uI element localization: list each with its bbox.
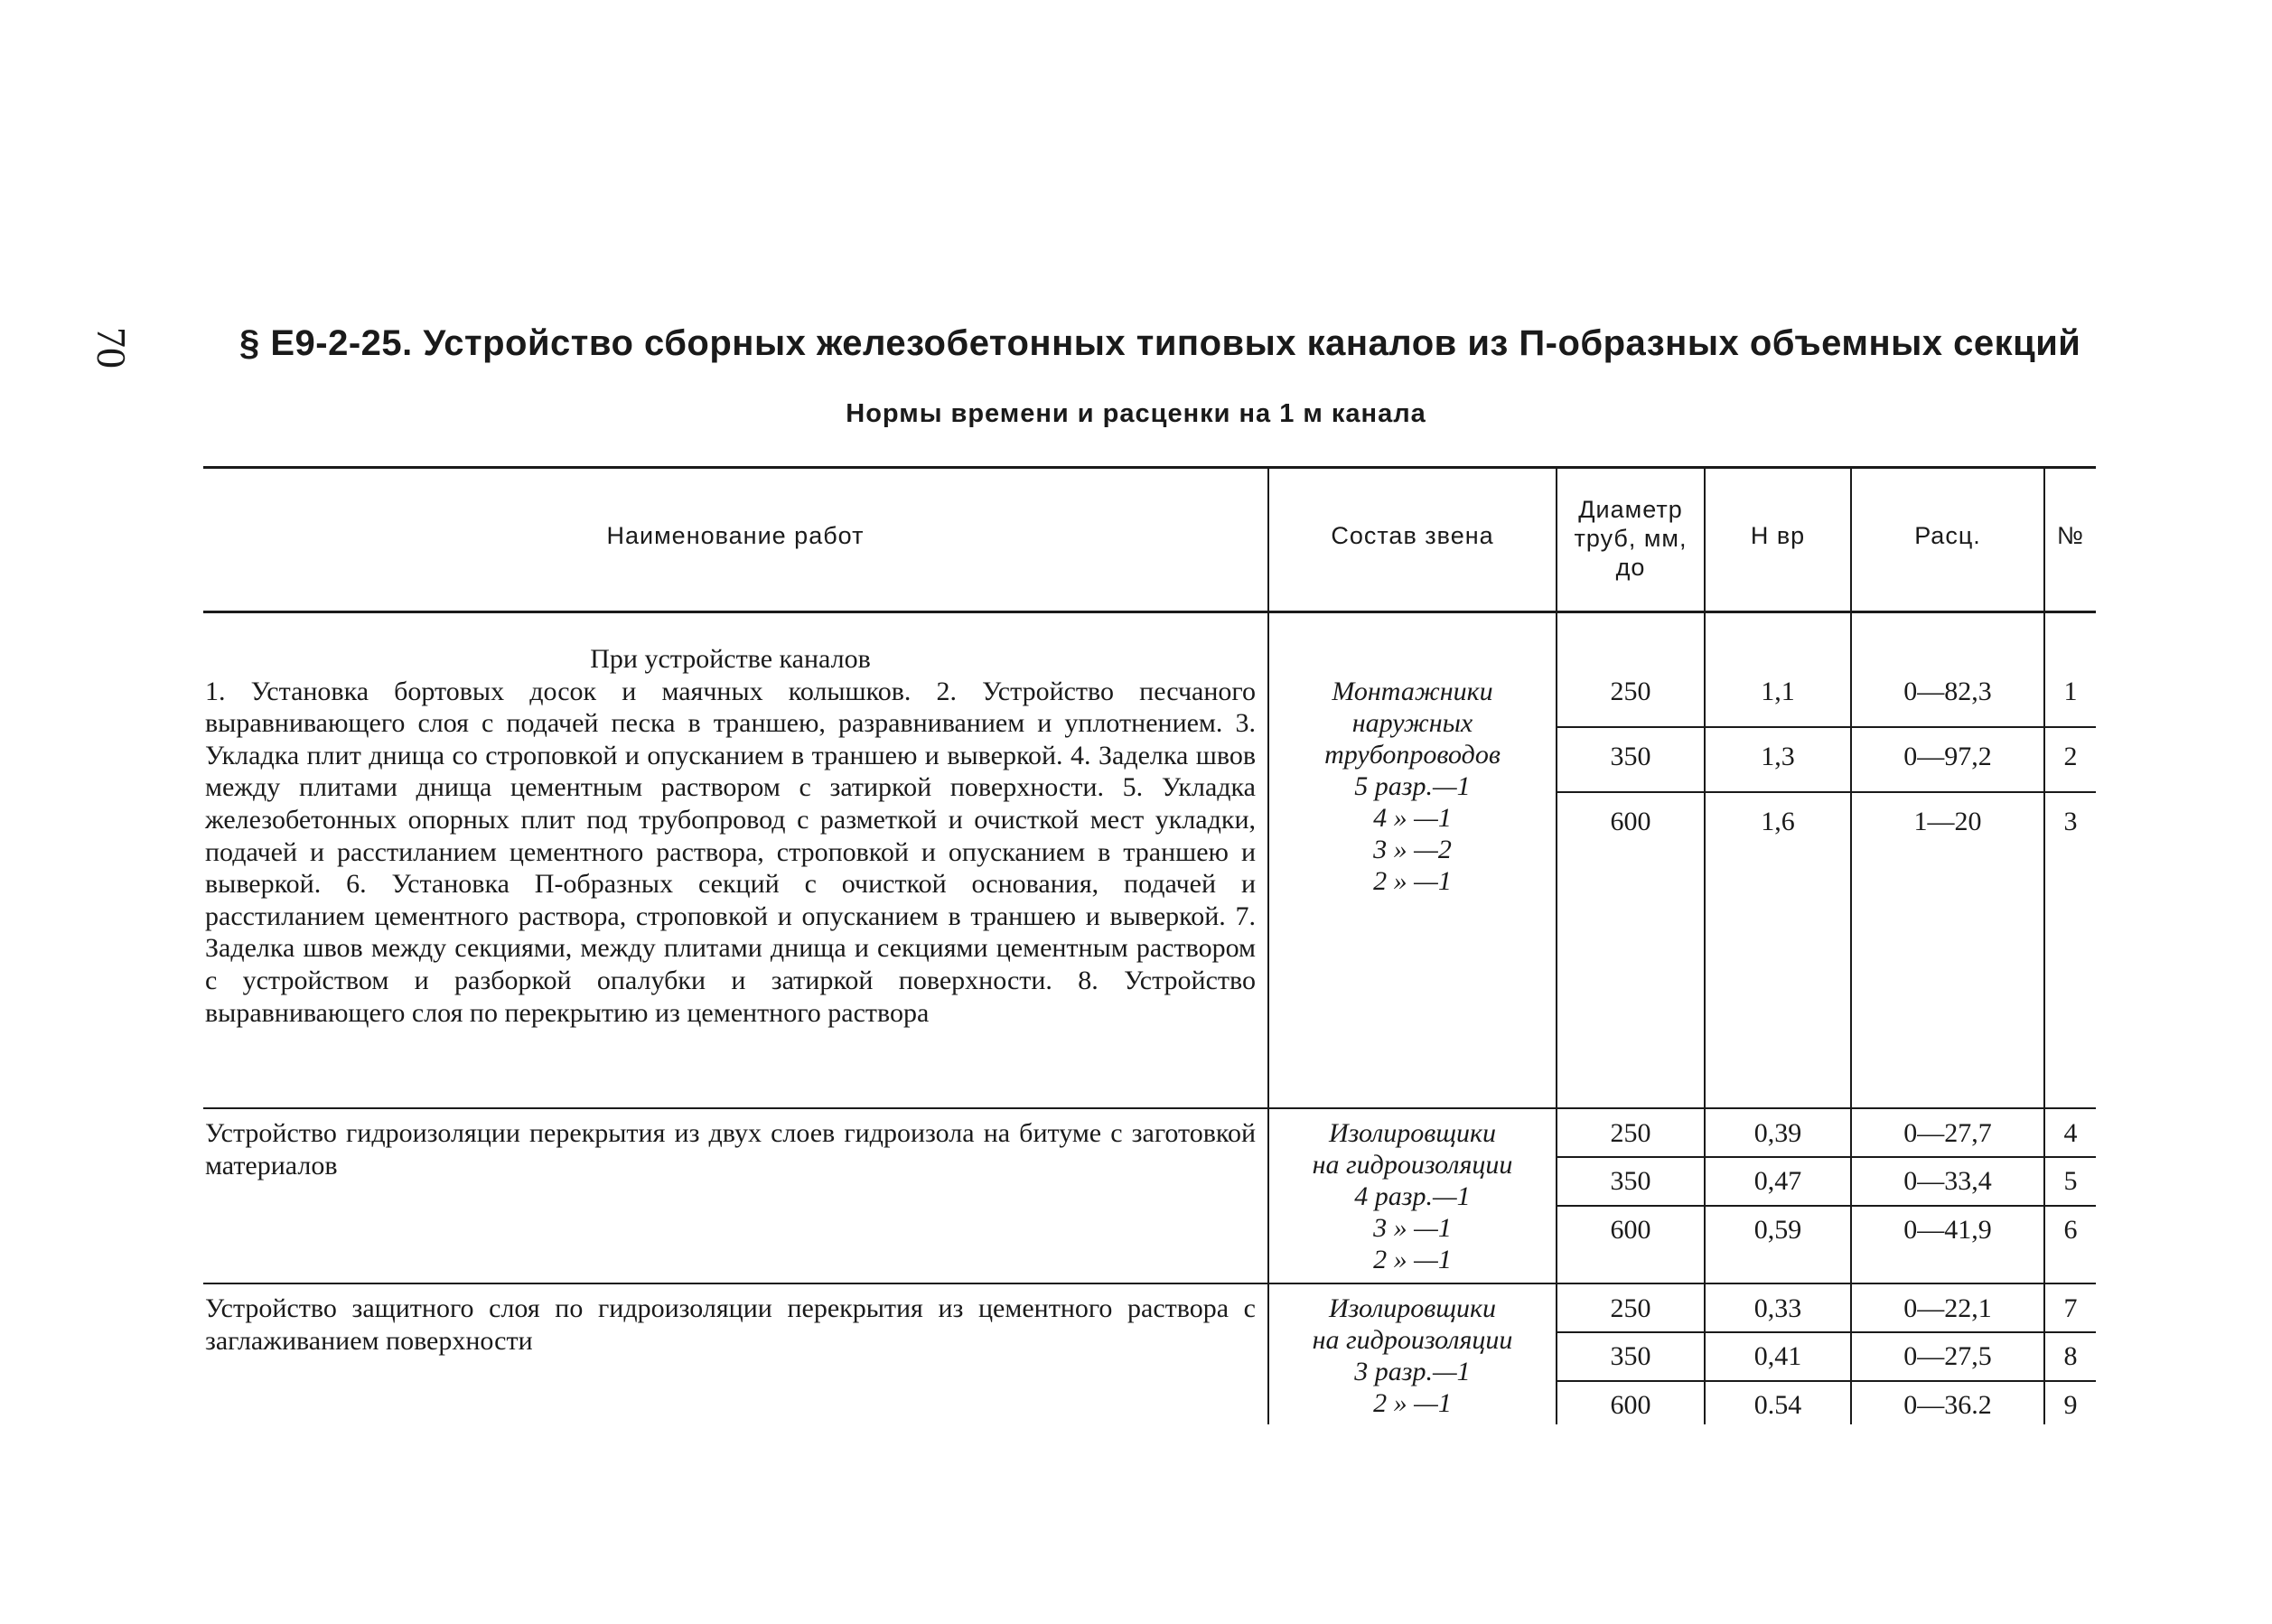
work-description xyxy=(205,1117,1256,1181)
col-rule-rate xyxy=(1850,467,1852,1424)
header-diameter-line: труб, мм, xyxy=(1574,525,1688,552)
crew-line: 4 » —1 xyxy=(1373,803,1452,833)
diameter-cell: 250 xyxy=(1610,677,1651,706)
header-diameter-line: Диаметр xyxy=(1578,496,1683,523)
crew-line: на гидроизоляции xyxy=(1312,1325,1513,1355)
header-diameter-line: до xyxy=(1615,554,1646,581)
crew-line: 5 разр.—1 xyxy=(1354,771,1471,801)
header-bottom-rule xyxy=(203,611,2096,613)
work-description xyxy=(205,643,1256,1029)
rate-cell: 0—41,9 xyxy=(1903,1215,1992,1245)
header-rate: Расц. xyxy=(1914,522,1981,549)
work-description xyxy=(205,1293,1256,1357)
norm-cell: 0.54 xyxy=(1753,1390,1802,1420)
row-rule xyxy=(1556,1156,2096,1158)
header-crew: Состав звена xyxy=(1331,522,1494,549)
rate-cell: 0—36.2 xyxy=(1903,1390,1992,1420)
norm-cell: 0,41 xyxy=(1753,1341,1802,1371)
norm-cell: 0,39 xyxy=(1753,1118,1802,1148)
page-number: 70 xyxy=(89,327,135,369)
row-number-cell: 8 xyxy=(2063,1341,2078,1371)
norm-cell: 0,33 xyxy=(1753,1293,1802,1323)
row-number-cell: 2 xyxy=(2063,742,2078,771)
norm-cell: 0,47 xyxy=(1753,1166,1802,1196)
col-rule-norm xyxy=(1704,467,1706,1424)
rate-cell: 0—27,7 xyxy=(1903,1118,1992,1148)
crew-line: 3 » —1 xyxy=(1373,1213,1452,1243)
row-number-cell: 6 xyxy=(2063,1215,2078,1245)
crew-line: Изолировщики xyxy=(1328,1293,1496,1323)
diameter-cell: 350 xyxy=(1610,1166,1651,1196)
crew-composition xyxy=(1269,1293,1556,1419)
row-number-cell: 7 xyxy=(2063,1293,2078,1323)
row-number-cell: 9 xyxy=(2063,1390,2078,1420)
crew-line: Монтажники xyxy=(1332,677,1493,706)
row-rule xyxy=(1556,791,2096,793)
row-rule xyxy=(1556,1205,2096,1207)
description-text: 1. Установка бортовых досок и маячных колышков. 2. Устройство песчаного выравнивающего слоя с подачей песка в траншею, разравниванием и уплотнением. 3. Укладка плит днища со строповкой и опусканием в траншею и выверкой. 4. Заделка швов между плитами днища цементным раствором с затиркой поверхности. 5. Укладка железобетонных опорных плит под трубопровод с разметкой и очисткой мест укладки, подачей и расстиланием цементного раствора, строповкой и опусканием в траншею и выверкой. 6. Установка П-образных секций с очисткой основания, подачей и расстиланием цементного раствора, строповкой и опусканием в траншею и выверкой. 7. Заделка швов между секциями, между плитами днища и секциями цементным раствором с устройством и разборкой опалубки и затиркой поверхности. 8. Устройство выравнивающего слоя по перекрытию из цементного раствора xyxy=(205,676,1256,1028)
crew-line: 2 » —1 xyxy=(1373,1388,1452,1418)
section-title: § Е9-2-25. Устройство сборных железобетонных типовых каналов из П-образных объемных секций xyxy=(239,323,2081,363)
row-number-cell: 3 xyxy=(2063,807,2078,836)
row-number-cell: 4 xyxy=(2063,1118,2078,1148)
header-norm: Н вр xyxy=(1750,522,1806,549)
rate-cell: 0—82,3 xyxy=(1903,677,1992,706)
row-rule xyxy=(1556,1331,2096,1333)
group-divider-2 xyxy=(203,1283,2096,1284)
norm-cell: 1,6 xyxy=(1761,807,1795,836)
crew-line: 2 » —1 xyxy=(1373,1245,1452,1274)
crew-composition xyxy=(1269,1117,1556,1275)
diameter-cell: 600 xyxy=(1610,807,1651,836)
group-heading: При устройстве каналов xyxy=(590,644,871,674)
rate-cell: 1—20 xyxy=(1913,807,1982,836)
rate-cell: 0—33,4 xyxy=(1903,1166,1992,1196)
header-diameter xyxy=(1557,495,1704,582)
diameter-cell: 600 xyxy=(1610,1215,1651,1245)
diameter-cell: 250 xyxy=(1610,1118,1651,1148)
norm-cell: 1,3 xyxy=(1761,742,1795,771)
header-num: № xyxy=(2057,522,2084,549)
crew-line: 4 разр.—1 xyxy=(1354,1181,1471,1211)
group-divider-1 xyxy=(203,1107,2096,1109)
col-rule-diameter xyxy=(1556,467,1557,1424)
diameter-cell: 600 xyxy=(1610,1390,1651,1420)
description-text: Устройство гидроизоляции перекрытия из двух слоев гидроизола на битуме с заготовкой материалов xyxy=(205,1118,1256,1181)
row-rule xyxy=(1556,1380,2096,1382)
crew-line: Изолировщики xyxy=(1328,1118,1496,1148)
crew-composition xyxy=(1269,676,1556,897)
crew-line: 3 разр.—1 xyxy=(1354,1357,1471,1386)
diameter-cell: 250 xyxy=(1610,1293,1651,1323)
norm-cell: 1,1 xyxy=(1761,677,1795,706)
header-name: Наименование работ xyxy=(606,522,865,549)
description-text: Устройство защитного слоя по гидроизоляции перекрытия из цементного раствора с заглаживанием поверхности xyxy=(205,1293,1256,1356)
rate-cell: 0—27,5 xyxy=(1903,1341,1992,1371)
norm-cell: 0,59 xyxy=(1753,1215,1802,1245)
row-rule xyxy=(1556,726,2096,728)
crew-line: наружных xyxy=(1351,708,1473,738)
diameter-cell: 350 xyxy=(1610,742,1651,771)
rate-cell: 0—97,2 xyxy=(1903,742,1992,771)
table-top-rule xyxy=(203,466,2096,469)
crew-line: 3 » —2 xyxy=(1373,835,1452,864)
row-number-cell: 5 xyxy=(2063,1166,2078,1196)
row-number-cell: 1 xyxy=(2063,677,2078,706)
crew-line: 2 » —1 xyxy=(1373,866,1452,896)
rate-cell: 0—22,1 xyxy=(1903,1293,1992,1323)
crew-line: трубопроводов xyxy=(1324,740,1501,770)
crew-line: на гидроизоляции xyxy=(1312,1150,1513,1180)
col-rule-num xyxy=(2043,467,2045,1424)
table-subtitle: Нормы времени и расценки на 1 м канала xyxy=(846,399,1426,428)
diameter-cell: 350 xyxy=(1610,1341,1651,1371)
col-rule-crew xyxy=(1267,467,1269,1424)
